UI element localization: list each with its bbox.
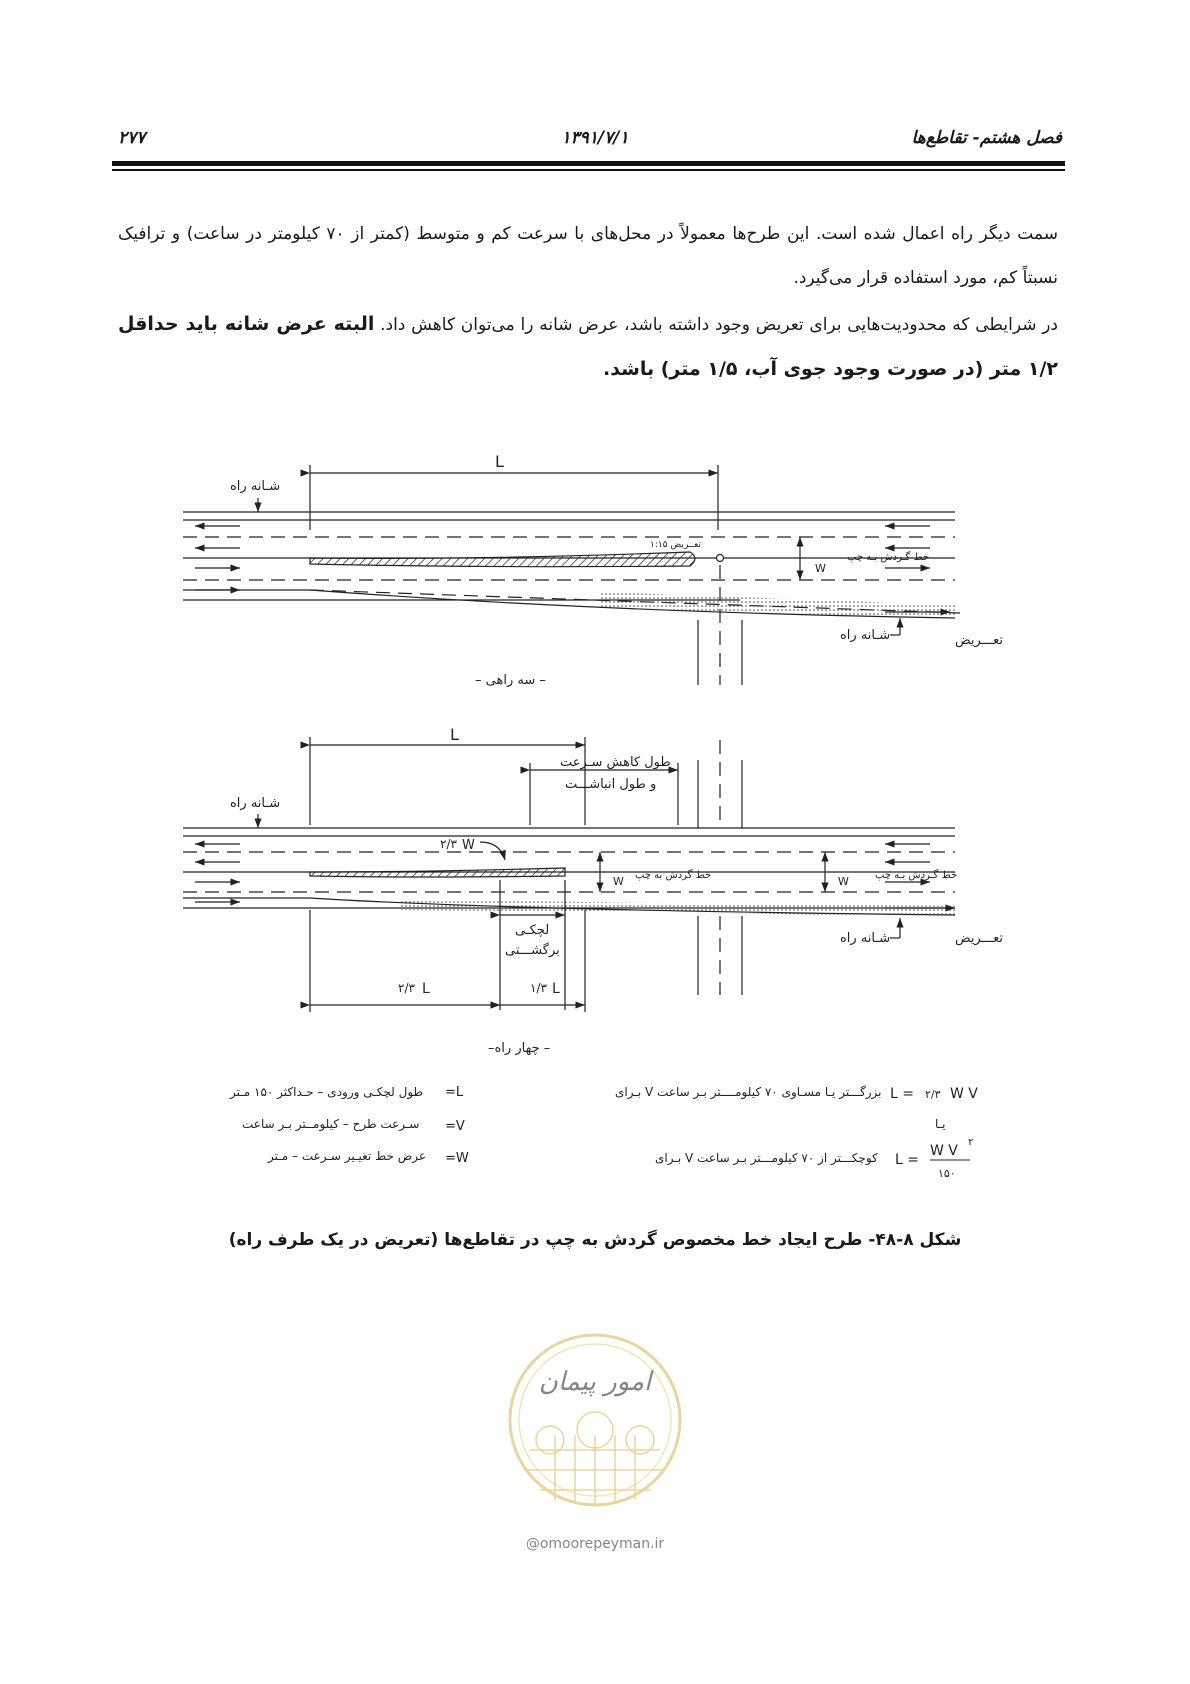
t-shoulder-left: شـانه راه: [230, 479, 281, 494]
formula2-num: W V: [930, 1143, 958, 1159]
legend-W-def: عرض خط تغیـیر سـرعت – مـتر: [268, 1149, 426, 1163]
watermark-logo-text: امور پیمان: [538, 1367, 652, 1397]
t-W: W: [815, 562, 826, 575]
f-W-2: W: [838, 875, 849, 888]
formula2-desc: بـرای V کوچکـــتر از ۷۰ کیلومـــتر بـر ساعت: [655, 1151, 878, 1165]
f-widening: تعـــریض: [955, 931, 1004, 946]
f-two-thirds-L: L: [422, 981, 430, 997]
left-turn-lane-diagram: [0, 440, 1190, 1200]
t-widening: تعـــریض: [955, 633, 1004, 648]
formula1-expr: W V: [950, 1086, 978, 1102]
t-title: – سه راهی –: [475, 673, 546, 688]
page-number: ۲۷۷: [118, 128, 146, 148]
chapter-title: فصل هشتم- تقاطع‌ها: [911, 128, 1062, 148]
watermark-logo: [495, 1330, 695, 1560]
formula1-desc: بـرای V بزرگـــتر یـا مسـاوی ۷۰ کیلومــــتر بـر ساعت: [615, 1085, 882, 1099]
t-turn-lane: خط گـردش بـه چپ: [847, 552, 930, 563]
f-shoulder-right: شـانه راه: [840, 931, 891, 946]
f-decel: طول کاهش سـرعت: [560, 755, 671, 770]
legend-W-key: =W: [445, 1151, 469, 1166]
legend-L-def: طول لچکـی ورودی – حـداکثر ۱۵۰ مـتر: [230, 1085, 424, 1099]
f-dim-L: L: [450, 725, 459, 744]
figure-caption: شکل ۸-۴۸- طرح ایجاد خط مخصوص گردش به چپ در تقاطع‌ها (تعریض در یک طرف راه): [228, 1230, 962, 1250]
formula2-lhs: L =: [895, 1152, 919, 1168]
f-W-1: W: [613, 875, 624, 888]
legend: [229, 1085, 978, 1180]
f-return-taper-2: برگشـــتی: [505, 943, 560, 958]
f-return-taper-1: لچکـی: [515, 923, 550, 938]
t-intersection-diagram: [183, 465, 960, 685]
formula1-lhs: L =: [890, 1086, 914, 1102]
f-title: –چهار راه –: [488, 1041, 551, 1056]
f-one-third-L: L: [552, 981, 560, 997]
f-turn-lane-1: خط گردش به چپ: [635, 870, 712, 881]
f-one-third-L-frac: ۱/۳: [530, 981, 547, 995]
t-intersection-labels: [230, 452, 1003, 688]
header-rule-thin: [112, 169, 1065, 171]
paragraph-2-bold: البته عرض شانه باید حداقل ۱/۲ متر (در صورت وجود جوی آب، ۱/۵ متر) باشد.: [118, 313, 1058, 380]
four-way-labels: [230, 725, 1003, 1056]
paragraph-2-normal: در شرایطی که محدودیت‌هایی برای تعریض وجود داشته باشد، عرض شانه را می‌توان کاهش داد.: [374, 315, 1058, 335]
formula2-exp: ۲: [968, 1137, 974, 1148]
header-date: ۱۳۹۱/۷/۱: [561, 128, 629, 148]
f-turn-lane-2: خط گـردش بـه چپ: [875, 870, 958, 881]
legend-V-key: =V: [445, 1119, 465, 1134]
formula1-frac: ۲/۳: [925, 1088, 941, 1101]
f-two-thirds-L-frac: ۲/۳: [398, 981, 415, 995]
f-two-thirds: ۲/۳: [440, 837, 457, 851]
legend-L-key: =L: [445, 1085, 464, 1100]
f-two-thirds-W: W: [462, 838, 475, 853]
header-rule-thick: [112, 161, 1065, 166]
f-shoulder-left: شـانه راه: [230, 796, 281, 811]
t-shoulder-right: شـانه راه: [840, 628, 891, 643]
paragraph-2: [118, 302, 1058, 392]
t-dim-L: L: [495, 452, 504, 471]
t-taper-ratio: تعــریض ۱:۱۵: [650, 540, 702, 550]
paragraph-1: سمت دیگر راه اعمال شده است. این طرح‌ها معمولاً در محل‌های با سرعت کم و متوسط (کمتر از ۷۰ کیلومتر در ساعت) و ترافیک نسبتاً کم، مورد استفاده قرار می‌گیرد.: [118, 224, 1058, 288]
legend-V-def: سـرعت طرح – کیلومــتر بـر ساعت: [242, 1117, 420, 1131]
formula2-den: ۱۵۰: [938, 1167, 956, 1180]
f-storage: و طول انباشـــت: [565, 777, 657, 792]
watermark-url: @omoorepeyman.ir: [525, 1536, 665, 1552]
formula-or: یـا: [935, 1117, 946, 1131]
